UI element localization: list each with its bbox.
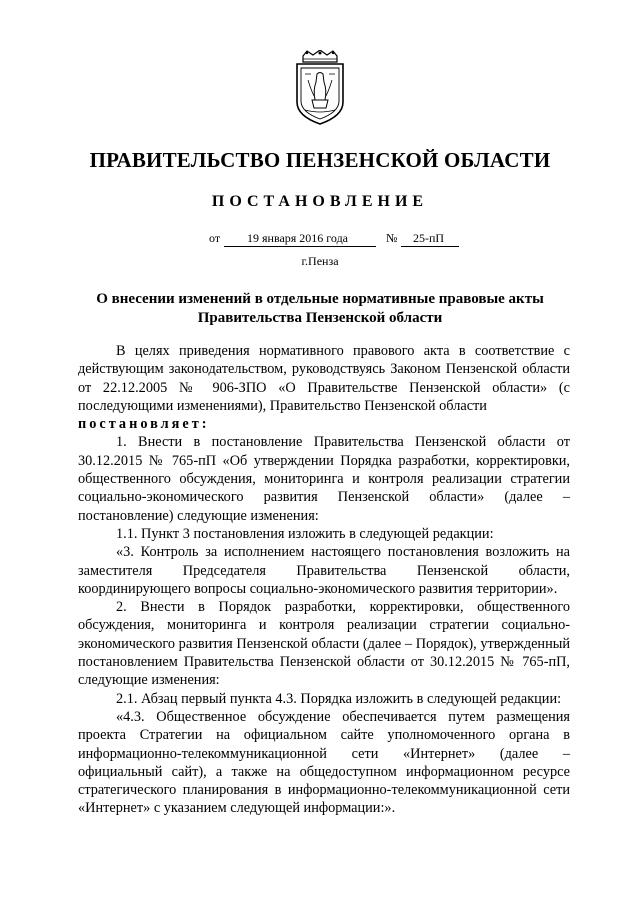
document-body <box>78 342 570 818</box>
resolves-word: постановляет: <box>78 416 210 433</box>
government-title: ПРАВИТЕЛЬСТВО ПЕНЗЕНСКОЙ ОБЛАСТИ <box>89 148 551 172</box>
paragraph-1-1: 1.1. Пункт 3 постановления изложить в следующей редакции: <box>116 525 494 542</box>
paragraph-1: 1. Внести в постановление Правительства Пензенской области от 30.12.2015 № 765-пП «Об утверждении Порядка разработки, корректировки, общественного обсуждения, мониторинга и контроля реализации стратегии социально-экономического развития Пензенской области» (далее – постановление) следующие изменения: <box>78 434 570 524</box>
paragraph-2-1: 2.1. Абзац первый пункта 4.3. Порядка изложить в следующей редакции: <box>116 690 562 707</box>
penza-region-coat-of-arms-icon <box>291 50 349 128</box>
document-type: ПОСТАНОВЛЕНИЕ <box>211 193 429 210</box>
paragraph-2-1-quote: «4.3. Общественное обсуждение обеспечивается путем размещения проекта Стратегии на официальном сайте уполномоченного органа в информационно-телекоммуникационной сети «Интернет» (далее – официальный сайт), а также на общедоступном информационном ресурсе стратегического планирования в информационно-телекоммуникационной сети «Интернет» с указанием следующей информации:». <box>78 708 570 817</box>
document-date-number-line <box>0 231 640 249</box>
document-number: 25-пП <box>413 231 445 245</box>
number-underline <box>401 246 459 247</box>
city-name: г.Пенза <box>301 254 339 268</box>
date-underline <box>224 246 376 247</box>
subject-line-2: Правительства Пензенской области <box>197 310 443 326</box>
paragraph-1-1-quote: «3. Контроль за исполнением настоящего постановления возложить на заместителя Председателя Правительства Пензенской области, координирующего вопросы социально-экономического развития территории». <box>78 544 570 597</box>
document-subject <box>60 290 580 328</box>
date-prefix: от <box>209 231 221 245</box>
number-prefix: № <box>386 231 398 245</box>
subject-line-1: О внесении изменений в отдельные нормативные правовые акты <box>96 291 544 307</box>
document-date: 19 января 2016 года <box>247 231 349 245</box>
paragraph-2: 2. Внести в Порядок разработки, корректировки, общественного обсуждения, мониторинга и контроля реализации стратегии социально-экономического развития Пензенской области (далее – Порядок), утвержденный постановлением Правительства Пензенской области от 30.12.2015 № 765-пП, следующие изменения: <box>78 599 570 689</box>
intro-paragraph: В целях приведения нормативного правового акта в соответствие с действующим законодательством, руководствуясь Законом Пензенской области от 22.12.2005 № 906-ЗПО «О Правительстве Пензенской области» (с последующими изменениями), Правительство Пензенской области <box>78 343 570 414</box>
